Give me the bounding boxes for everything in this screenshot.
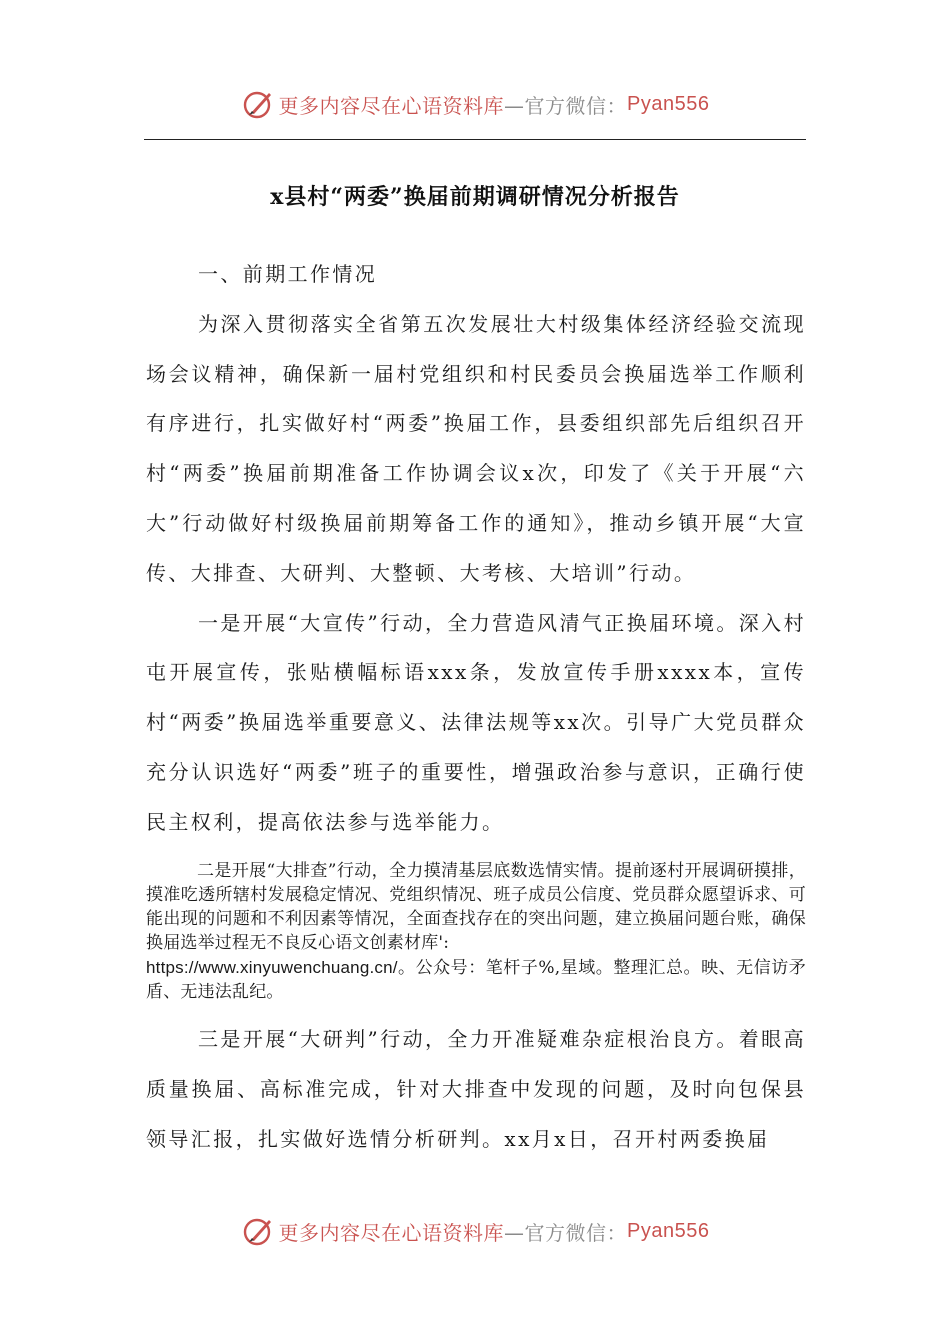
paragraph-investigation [146, 859, 806, 1005]
paragraph-investigation-text: 二是开展“大排查”行动，全力摸清基层底数选情实情。提前逐村开展调研摸排，摸准吃透所辖村发展稳定情况、党组织情况、班子成员公信度、党员群众愿望诉求、可能出现的问题和不利因素等情况，全面查找存在的突出问题，建立换届问题台账，确保换届选举过程无不良反心语文创素材库': [146, 860, 806, 954]
footer-banner [0, 1211, 950, 1251]
document-body [146, 250, 806, 1165]
footer-brand-text: 更多内容尽在心语资料库 [278, 1220, 505, 1245]
section-heading: 一、前期工作情况 [198, 262, 378, 286]
paragraph-analysis: 三是开展“大研判”行动，全力开准疑难杂症根治良方。着眼高质量换届、高标准完成，针对大排查中发现的问题，及时向包保县领导汇报，扎实做好选情分析研判。xx月x日，召开村两委换届 [146, 1027, 806, 1151]
document-title: x县村“两委”换届前期调研情况分析报告 [270, 184, 680, 210]
header-banner [0, 84, 950, 124]
quill-pen-circle-icon [241, 1214, 275, 1248]
paragraph-publicity: 一是开展“大宣传”行动，全力营造风清气正换届环境。深入村屯开展宣传，张贴横幅标语xxx条，发放宣传手册xxxx本，宣传村“两委”换届选举重要意义、法律法规等xx次。引导广大党员群众充分认识选好“两委”班子的重要性，增强政治参与意识，正确行使民主权利，提高依法参与选举能力。 [146, 610, 806, 834]
banner-wechat-label: —官方微信： [504, 93, 628, 118]
footer-wechat-handle: Pyan556 [627, 1219, 710, 1242]
banner-wechat-handle: Pyan556 [627, 92, 710, 115]
source-url-link[interactable]: https://www.xinyuwenchuang.cn/ [146, 957, 398, 977]
quill-pen-circle-icon [241, 87, 275, 121]
footer-wechat-label: —官方微信： [504, 1220, 628, 1245]
paragraph-intro: 为深入贯彻落实全省第五次发展壮大村级集体经济经验交流现场会议精神，确保新一届村党组织和村民委员会换届选举工作顺利有序进行，扎实做好村“两委”换届工作，县委组织部先后组织召开村“两委”换届前期准备工作协调会议x次，印发了《关于开展“六大”行动做好村级换届前期筹备工作的通知》，推动乡镇开展“大宣传、大排查、大研判、大整顿、大考核、大培训”行动。 [146, 311, 806, 585]
paragraph-investigation-tail: 。公众号：笔杆子%,星域。整理汇总。映、无信访矛盾、无违法乱纪。 [146, 957, 806, 1003]
banner-brand-text: 更多内容尽在心语资料库 [278, 93, 505, 118]
header-rule [144, 139, 806, 140]
